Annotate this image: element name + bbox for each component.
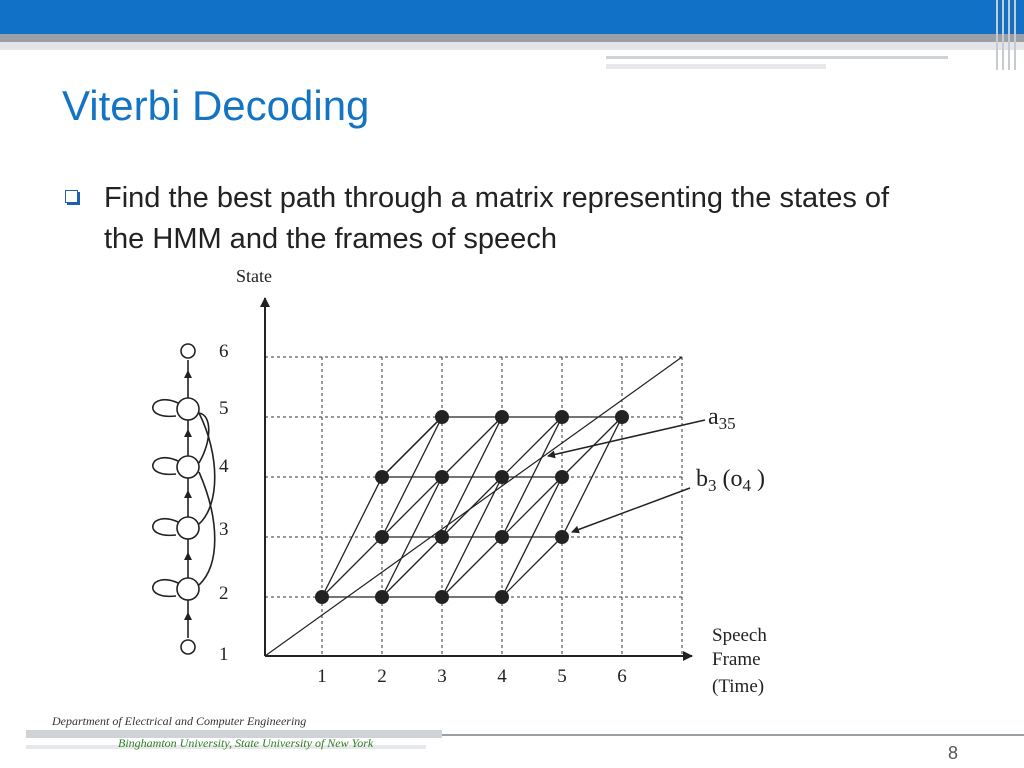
b3-annotation: $b_3$ ($o_4$ ) <box>696 466 765 495</box>
frame-tick: 1 <box>317 666 327 687</box>
state-tick: 4 <box>219 456 229 477</box>
hmm-state <box>181 640 195 654</box>
frame-tick: 5 <box>557 666 567 687</box>
hmm-state <box>177 456 199 478</box>
trellis-node <box>495 530 509 544</box>
footer-department: Department of Electrical and Computer Engineering <box>52 714 307 728</box>
svg-text:(Time): (Time) <box>712 676 765 697</box>
x-axis-label <box>712 625 767 697</box>
footer-university: Binghamton University, State University of New York <box>118 736 374 750</box>
trellis-node <box>315 590 329 604</box>
a35-arrow <box>548 420 705 456</box>
state-tick: 6 <box>219 341 229 362</box>
trellis-node <box>375 470 389 484</box>
frame-tick-labels <box>317 666 627 687</box>
trellis-node <box>495 590 509 604</box>
trellis-node <box>495 470 509 484</box>
trellis-node <box>435 590 449 604</box>
trellis-transitions <box>322 417 622 597</box>
state-tick: 3 <box>219 519 229 540</box>
svg-text:Speech: Speech <box>712 625 767 646</box>
trellis-node <box>435 530 449 544</box>
trellis-node <box>435 410 449 424</box>
frame-tick: 4 <box>497 666 507 687</box>
trellis-node <box>615 410 629 424</box>
b3-arrow <box>572 488 690 532</box>
footer-rule <box>442 734 1024 736</box>
page-number: 8 <box>948 743 959 763</box>
a35-annotation: $a_{35}$ <box>708 404 736 433</box>
hmm-state <box>177 398 199 420</box>
svg-text:Frame: Frame <box>712 649 761 670</box>
state-tick: 2 <box>219 583 229 604</box>
hmm-state <box>177 517 199 539</box>
y-axis-label: State <box>236 266 272 286</box>
trellis-node <box>555 410 569 424</box>
hmm-state <box>181 344 195 358</box>
trellis-node <box>555 470 569 484</box>
bullet-text: Find the best path through a matrix representing the states of the HMM and the frames of speech <box>104 182 890 255</box>
frame-tick: 6 <box>617 666 627 687</box>
diagonal-line <box>265 357 682 656</box>
hmm-state <box>177 578 199 600</box>
trellis-node <box>555 530 569 544</box>
trellis-node <box>495 410 509 424</box>
state-tick: 5 <box>219 398 229 419</box>
frame-tick: 2 <box>377 666 387 687</box>
trellis-node <box>375 530 389 544</box>
trellis-node <box>435 470 449 484</box>
hmm-state-chain <box>153 344 215 654</box>
slide-title: Viterbi Decoding <box>62 82 370 129</box>
trellis-node <box>375 590 389 604</box>
state-tick: 1 <box>219 644 229 665</box>
frame-tick: 3 <box>437 666 447 687</box>
state-tick-labels <box>219 341 229 665</box>
